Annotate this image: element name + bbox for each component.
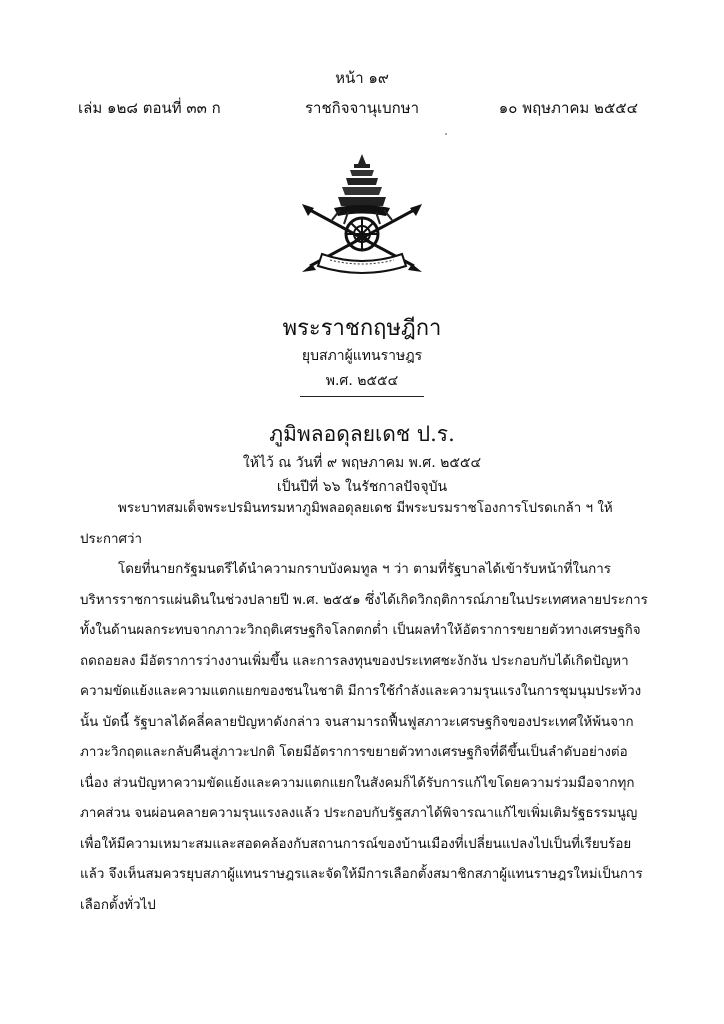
decree-subject: ยุบสภาผู้แทนราษฎร bbox=[301, 348, 423, 364]
given-date: ให้ไว้ ณ วันที่ ๙ พฤษภาคม พ.ศ. ๒๕๕๔ bbox=[242, 455, 482, 471]
reason-paragraph: โดยที่นายกรัฐมนตรีได้นำความกราบบังคมทูล ฯ ว่า ตามที่รัฐบาลได้เข้ารับหน้าที่ในการบริหารราชการแผ่นดินในช่วงปลายปี พ.ศ. ๒๕๕๑ ซึ่งได้เกิดวิกฤติการณ์ภายในประเทศหลายประการ ทั้งในด้านผลกระทบจากภาวะวิกฤติเศรษฐกิจโลกตกต่ำ เป็นผลทำให้อัตราการขยายตัวทางเศรษฐกิจถดถอยลง มีอัตราการว่างงานเพิ่มขึ้น และการลงทุนของประเทศชะงักงัน ประกอบกับได้เกิดปัญหาความขัดแย้งและความแตกแยกของชนในชาติ มีการใช้กำลังและความรุนแรงในการชุมนุมประท้วง นั้น บัดนี้ รัฐบาลได้คลี่คลายปัญหาดังกล่าว จนสามารถฟื้นฟูสภาวะเศรษฐกิจของประเทศให้พ้นจากภาวะวิกฤตและกลับคืนสู่ภาวะปกติ โดยมีอัตราการขยายตัวทางเศรษฐกิจที่ดีขึ้นเป็นลำดับอย่างต่อเนื่อง ส่วนปัญหาความขัดแย้งและความแตกแยกในสังคมก็ได้รับการแก้ไขโดยความร่วมมือจากทุกภาคส่วน จนผ่อนคลายความรุนแรงลงแล้ว ประกอบกับรัฐสภาได้พิจารณาแก้ไขเพิ่มเติมรัฐธรรมนูญเพื่อให้มีความเหมาะสมและสอดคล้องกับสถานการณ์ของบ้านเมืองที่เปลี่ยนแปลงไปเป็นที่เรียบร้อยแล้ว จึงเห็นสมควรยุบสภาผู้แทนราษฎรและจัดให้มีการเลือกตั้งสมาชิกสภาผู้แทนราษฎรใหม่เป็นการเลือกตั้งทั่วไป bbox=[80, 562, 648, 913]
king-name: ภูมิพลอดุลยเดช ป.ร. bbox=[269, 422, 455, 446]
decree-title: พระราชกฤษฎีกา bbox=[282, 316, 442, 341]
royal-emblem-icon bbox=[292, 150, 432, 280]
divider bbox=[300, 396, 424, 397]
speck bbox=[445, 133, 447, 135]
volume-info: เล่ม ๑๒๘ ตอนที่ ๓๓ ก bbox=[78, 99, 221, 117]
proclamation-paragraph: พระบาทสมเด็จพระปรมินทรมหาภูมิพลอดุลยเดช มีพระบรมราชโองการโปรดเกล้า ฯ ให้ประกาศว่า bbox=[80, 501, 613, 547]
page-number: หน้า ๑๙ bbox=[335, 69, 389, 87]
reign-year: เป็นปีที่ ๖๖ ในรัชกาลปัจจุบัน bbox=[276, 479, 448, 495]
decree-year: พ.ศ. ๒๕๕๔ bbox=[325, 373, 399, 389]
gazette-name: ราชกิจจานุเบกษา bbox=[304, 99, 420, 117]
issue-date: ๑๐ พฤษภาคม ๒๕๕๔ bbox=[498, 99, 638, 117]
